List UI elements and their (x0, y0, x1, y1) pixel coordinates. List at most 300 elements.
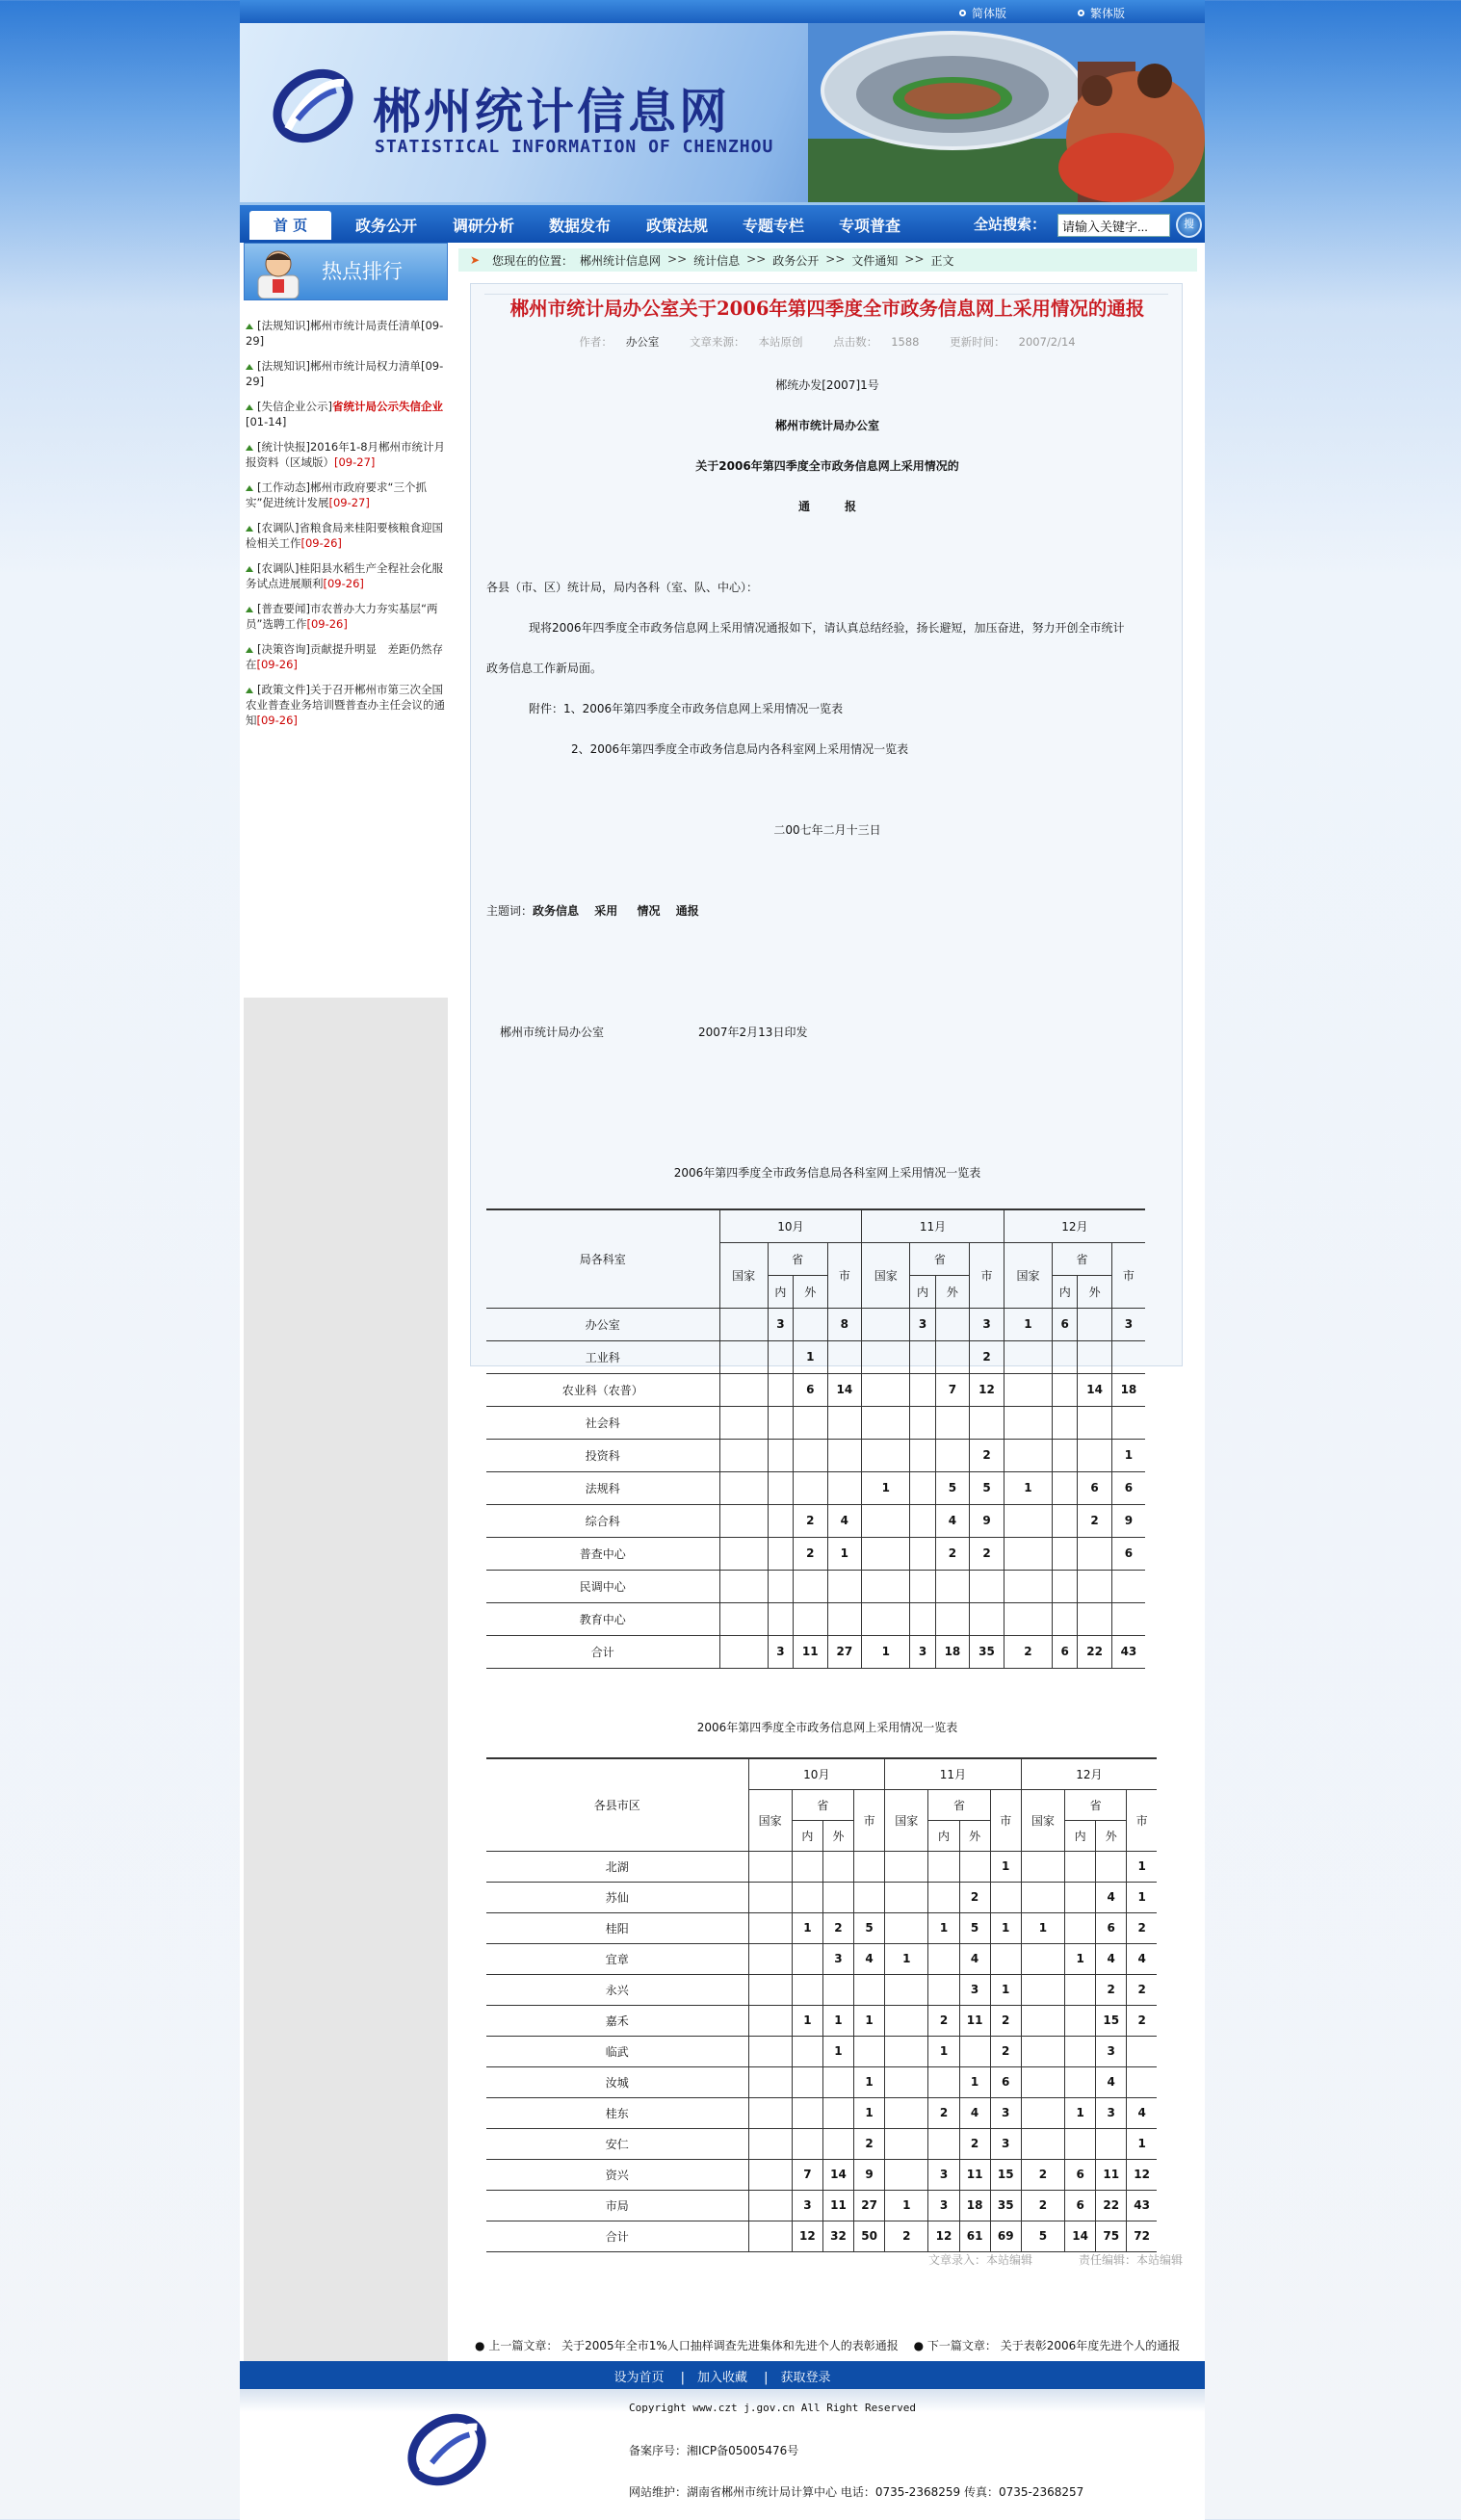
table-cell (970, 1570, 1004, 1602)
table-cell (793, 1471, 827, 1504)
month-header: 10月 (748, 1758, 885, 1789)
table-cell (792, 2128, 822, 2159)
table-cell (935, 1602, 970, 1635)
table-cell (792, 2066, 822, 2097)
row-label: 普查中心 (486, 1537, 719, 1570)
table-cell: 1 (862, 1635, 910, 1668)
list-item-date: [09-26] (306, 617, 348, 631)
list-item-title[interactable]: 省粮食局来桂阳要核粮食迎国检相关工作 (246, 521, 443, 550)
table-row (486, 1537, 1145, 1570)
table-cell: 1 (1127, 1851, 1157, 1882)
table-cell (748, 2190, 792, 2221)
row-label: 工业科 (486, 1340, 719, 1373)
breadcrumb-item[interactable]: 文件通知 (851, 254, 899, 268)
table-row (486, 1912, 1157, 1943)
list-item[interactable] (244, 437, 448, 475)
doc-print-org: 郴州市统计局办公室 (500, 1026, 605, 1039)
table-row (486, 2036, 1157, 2066)
row-label: 资兴 (486, 2159, 748, 2190)
table-cell (792, 1882, 822, 1912)
table-cell: 3 (990, 2097, 1021, 2128)
table-cell (1111, 1602, 1145, 1635)
table-cell: 2 (1078, 1504, 1112, 1537)
bullet-icon (246, 485, 253, 491)
table-cell: 50 (854, 2221, 885, 2251)
table-cell (1096, 2128, 1127, 2159)
list-item-date: [09-27] (328, 496, 370, 509)
table-cell (885, 2005, 928, 2036)
search-label: 全站搜索： (974, 216, 1047, 233)
table-cell: 2 (1096, 1974, 1127, 2005)
table-cell (827, 1602, 862, 1635)
table-row (486, 2221, 1157, 2251)
table-cell (768, 1602, 793, 1635)
table-cell (793, 1406, 827, 1439)
list-item[interactable] (244, 559, 448, 596)
table-cell (885, 2036, 928, 2066)
list-item[interactable] (244, 639, 448, 677)
table-cell: 2 (928, 2097, 959, 2128)
row-label: 民调中心 (486, 1570, 719, 1602)
table-row (486, 2128, 1157, 2159)
table-cell (935, 1406, 970, 1439)
nav-item-special-topics[interactable]: 专题专栏 (743, 217, 805, 235)
table-cell (1004, 1537, 1052, 1570)
table-cell (1004, 1602, 1052, 1635)
outer-header: 外 (959, 1820, 990, 1851)
table-cell (768, 1570, 793, 1602)
province-header: 省 (792, 1789, 853, 1820)
search-button[interactable]: 搜 (1176, 212, 1202, 238)
list-item-title[interactable]: 市农普办大力夯实基层“两员”选聘工作 (246, 602, 438, 631)
province-header: 省 (768, 1242, 827, 1275)
breadcrumb-item[interactable]: 统计信息 (693, 254, 741, 268)
table-cell: 6 (1078, 1471, 1112, 1504)
breadcrumb-item[interactable]: 郴州统计信息网 (580, 254, 662, 268)
table-cell (928, 1974, 959, 2005)
bullet-icon (246, 364, 253, 370)
list-item-date: [01-14] (246, 415, 287, 429)
editor-line (470, 2251, 1183, 2268)
table-cell (822, 2066, 853, 2097)
list-item-category: [统计快报] (257, 440, 310, 454)
table-cell: 11 (959, 2005, 990, 2036)
table-cell: 2 (793, 1537, 827, 1570)
table-cell (1053, 1504, 1078, 1537)
table-row (486, 1974, 1157, 2005)
table-cell (1004, 1340, 1052, 1373)
table-cell: 1 (793, 1340, 827, 1373)
table-cell: 27 (827, 1635, 862, 1668)
table-cell (793, 1439, 827, 1471)
table-cell (1127, 2066, 1157, 2097)
login-link[interactable]: 获取登录 (780, 2371, 831, 2385)
table-cell: 3 (768, 1308, 793, 1340)
table-cell: 69 (990, 2221, 1021, 2251)
table-cell (768, 1439, 793, 1471)
table-cell (1053, 1570, 1078, 1602)
table-cell: 4 (827, 1504, 862, 1537)
bullet-icon (246, 445, 253, 451)
table-cell (827, 1406, 862, 1439)
nav-item-policy[interactable]: 政策法规 (646, 217, 709, 235)
list-item[interactable] (244, 356, 448, 394)
bullet-icon: ● (475, 2339, 485, 2352)
list-item-date: [09-26] (256, 714, 298, 727)
list-item-title[interactable]: 郴州市政府要求“三个抓实”促进统计发展 (246, 481, 427, 509)
table-row (486, 1943, 1157, 1974)
table-cell (1021, 2128, 1064, 2159)
table-cell: 6 (1065, 2159, 1096, 2190)
row-label: 投资科 (486, 1439, 719, 1471)
table-cell (885, 1882, 928, 1912)
province-header: 省 (1053, 1242, 1112, 1275)
article-panel (470, 283, 1183, 2244)
row-label: 苏仙 (486, 1882, 748, 1912)
source-value: 本站原创 (758, 335, 803, 349)
table-cell (719, 1406, 768, 1439)
table-cell: 6 (990, 2066, 1021, 2097)
table-cell (748, 2128, 792, 2159)
table-cell (1004, 1406, 1052, 1439)
table-cell: 72 (1127, 2221, 1157, 2251)
table-cell: 18 (959, 2190, 990, 2221)
table-cell (928, 1851, 959, 1882)
row-label: 合计 (486, 1635, 719, 1668)
national-header: 国家 (1021, 1789, 1064, 1851)
table-cell: 4 (1096, 1882, 1127, 1912)
table-cell (748, 2097, 792, 2128)
add-favorite-link[interactable]: 加入收藏 (696, 2371, 747, 2385)
table-cell (1053, 1602, 1078, 1635)
sidebar-filler (244, 998, 448, 2520)
table-cell (719, 1340, 768, 1373)
province-header: 省 (910, 1242, 970, 1275)
list-item-title[interactable]: 2016年1-8月郴州市统计月报资料（区域版） (246, 440, 446, 469)
table-cell (748, 1851, 792, 1882)
table-row (486, 2066, 1157, 2097)
row-label: 教育中心 (486, 1602, 719, 1635)
breadcrumb-item[interactable]: 政务公开 (772, 254, 820, 268)
breadcrumb-item: 正文 (930, 254, 954, 268)
national-header: 国家 (885, 1789, 928, 1851)
table-cell (990, 1943, 1021, 1974)
doc-keywords (486, 902, 699, 919)
bullet-icon (246, 566, 253, 572)
table-cell: 3 (768, 1635, 793, 1668)
table-cell: 1 (959, 2066, 990, 2097)
copyright: Copyright www.czt j.gov.cn All Right Reserved (629, 2402, 917, 2414)
month-header: 11月 (862, 1209, 1004, 1242)
table-row (486, 1851, 1157, 1882)
table-cell (748, 2005, 792, 2036)
table-cell (862, 1570, 910, 1602)
table-row (486, 1308, 1145, 1340)
bullet-icon (959, 10, 966, 16)
table-cell (1096, 1851, 1127, 1882)
list-item-title[interactable]: 桂阳县水稻生产全程社会化服务试点进展顺利 (246, 561, 443, 590)
table-cell (748, 2159, 792, 2190)
table-cell: 4 (1127, 1943, 1157, 1974)
row-label: 安仁 (486, 2128, 748, 2159)
table-cell (827, 1471, 862, 1504)
inner-header: 内 (792, 1820, 822, 1851)
nav-item-research[interactable]: 调研分析 (453, 217, 515, 235)
table-cell (928, 2066, 959, 2097)
table-cell: 32 (822, 2221, 853, 2251)
footer (240, 2389, 1205, 2520)
table-cell (885, 1851, 928, 1882)
footer-logo-icon (404, 2406, 490, 2493)
list-item[interactable] (244, 478, 448, 515)
table-cell (719, 1635, 768, 1668)
table-cell: 2 (935, 1537, 970, 1570)
outer-header: 外 (1078, 1275, 1112, 1308)
table-cell (885, 1974, 928, 2005)
table-cell: 11 (822, 2190, 853, 2221)
table-cell: 1 (1111, 1439, 1145, 1471)
table-row (486, 2159, 1157, 2190)
table-cell: 14 (1065, 2221, 1096, 2251)
doc-number: 郴统办发[2007]1号 (775, 378, 879, 392)
row-label: 永兴 (486, 1974, 748, 2005)
table-cell (910, 1373, 935, 1406)
table-cell (1078, 1406, 1112, 1439)
breadcrumb-separator: >> (667, 252, 688, 266)
nav-item-data-release[interactable]: 数据发布 (549, 217, 612, 235)
list-item[interactable] (244, 316, 448, 353)
table-cell (854, 1974, 885, 2005)
inner-header: 内 (910, 1275, 935, 1308)
table-cell (768, 1504, 793, 1537)
prev-next-nav (475, 2337, 1207, 2353)
list-item-title[interactable]: 贡献提升明显 差距仍然存在 (246, 642, 443, 671)
list-item-title[interactable]: 郴州市统计局权力清单 (309, 359, 421, 373)
breadcrumb (458, 248, 1197, 272)
doc-body-2: 政务信息工作新局面。 (486, 662, 603, 675)
table-cell: 1 (990, 1974, 1021, 2005)
table-row (486, 1504, 1145, 1537)
city-header: 市 (990, 1789, 1021, 1851)
table-cell: 6 (1111, 1471, 1145, 1504)
top-bar (240, 0, 1205, 23)
outer-header: 外 (935, 1275, 970, 1308)
table-cell: 22 (1078, 1635, 1112, 1668)
nav-item-home[interactable]: 首 页 (249, 211, 331, 240)
set-homepage-link[interactable]: 设为首页 (613, 2371, 665, 2385)
search-input[interactable] (1057, 214, 1170, 237)
table-cell: 2 (885, 2221, 928, 2251)
table-cell (1065, 1882, 1096, 1912)
table-cell: 75 (1096, 2221, 1127, 2251)
next-article-link[interactable]: 关于表彰2006年度先进个人的通报 (1000, 2339, 1181, 2352)
outer-header: 外 (793, 1275, 827, 1308)
table-cell: 3 (928, 2159, 959, 2190)
table-cell: 5 (854, 1912, 885, 1943)
row-label: 综合科 (486, 1504, 719, 1537)
table-cell: 2 (970, 1439, 1004, 1471)
province-header: 省 (1065, 1789, 1127, 1820)
author-label: 作者： (579, 335, 613, 349)
list-item[interactable] (244, 599, 448, 636)
table-cell (768, 1406, 793, 1439)
table-cell: 11 (1096, 2159, 1127, 2190)
table-cell: 1 (885, 2190, 928, 2221)
table-cell: 2 (1127, 1974, 1157, 2005)
table-cell: 18 (935, 1635, 970, 1668)
table-row (486, 1882, 1157, 1912)
bullet-icon: ● (913, 2339, 925, 2352)
list-item[interactable] (244, 680, 448, 733)
list-item-category: [工作动态] (257, 481, 310, 494)
list-item-category: [农调队] (257, 561, 300, 575)
table-cell (1004, 1373, 1052, 1406)
table-cell (768, 1340, 793, 1373)
hot-list (244, 316, 448, 998)
row-label: 北湖 (486, 1851, 748, 1882)
table-cell (935, 1340, 970, 1373)
table-cell (1021, 2005, 1064, 2036)
row-label: 嘉禾 (486, 2005, 748, 2036)
table-cell (910, 1602, 935, 1635)
list-item-date: [09-26] (300, 536, 342, 550)
table-cell (748, 2221, 792, 2251)
table-cell: 1 (1021, 1912, 1064, 1943)
table-cell: 1 (854, 2066, 885, 2097)
table-cell: 14 (1078, 1373, 1112, 1406)
table-cell (885, 2159, 928, 2190)
list-item-date: [09-29] (246, 319, 444, 348)
list-item-category: [农调队] (257, 521, 300, 534)
table-cell: 3 (910, 1635, 935, 1668)
table-cell (748, 1912, 792, 1943)
table-cell (1078, 1340, 1112, 1373)
table-cell: 5 (1021, 2221, 1064, 2251)
table-cell (792, 1974, 822, 2005)
hits-value: 1588 (891, 335, 920, 349)
bullet-icon (246, 526, 253, 532)
table-cell (1078, 1537, 1112, 1570)
simplified-link[interactable] (959, 5, 1006, 21)
bullet-icon (246, 324, 253, 329)
table-row (486, 2005, 1157, 2036)
hits-label: 点击数： (833, 335, 878, 349)
table-cell (1111, 1406, 1145, 1439)
table-cell: 12 (792, 2221, 822, 2251)
table-cell: 2 (1127, 2005, 1157, 2036)
table-cell: 3 (1096, 2097, 1127, 2128)
hot-ranking-header (244, 243, 448, 300)
table-cell: 9 (1111, 1504, 1145, 1537)
city-header: 市 (827, 1242, 862, 1308)
list-item-category: [失信企业公示] (257, 400, 332, 413)
table-cell: 6 (1053, 1308, 1078, 1340)
table-cell: 2 (1004, 1635, 1052, 1668)
row-label: 宜章 (486, 1943, 748, 1974)
table-cell (1021, 1851, 1064, 1882)
list-item-title[interactable]: 郴州市统计局责任清单 (309, 319, 421, 332)
table-cell (928, 1882, 959, 1912)
table-cell: 3 (822, 1943, 853, 1974)
table-cell (959, 2036, 990, 2066)
doc-attachment-2: 2、2006年第四季度全市政务信息局内各科室网上采用情况一览表 (571, 742, 909, 756)
list-item-title[interactable]: 关于召开郴州市第三次全国农业普查业务培训暨普查办主任会议的通知 (246, 683, 445, 727)
table-row (486, 1471, 1145, 1504)
table-cell (1111, 1340, 1145, 1373)
table-cell (1053, 1373, 1078, 1406)
month-header: 12月 (1021, 1758, 1157, 1789)
editor-responsible: 责任编辑：本站编辑 (1078, 2253, 1183, 2267)
table-cell: 9 (970, 1504, 1004, 1537)
keywords-label: 主题词： (486, 904, 534, 918)
month-header: 11月 (885, 1758, 1022, 1789)
table-cell (854, 1851, 885, 1882)
breadcrumb-separator: >> (904, 252, 925, 266)
table-cell: 3 (1111, 1308, 1145, 1340)
table-cell (1065, 2128, 1096, 2159)
bullet-icon (246, 404, 253, 410)
table-cell: 5 (935, 1471, 970, 1504)
row-header: 局各科室 (486, 1209, 719, 1308)
table-cell (862, 1504, 910, 1537)
traditional-link[interactable] (1078, 5, 1125, 21)
table-cell: 1 (990, 1912, 1021, 1943)
table-cell (792, 1851, 822, 1882)
row-header: 各县市区 (486, 1758, 748, 1851)
table-cell: 2 (970, 1340, 1004, 1373)
list-item[interactable] (244, 397, 448, 434)
table-cell (910, 1406, 935, 1439)
table-cell (862, 1406, 910, 1439)
city-header: 市 (970, 1242, 1004, 1308)
table-cell: 15 (1096, 2005, 1127, 2036)
table-cell (910, 1570, 935, 1602)
table-cell (959, 1851, 990, 1882)
article-title: 郴州市统计局办公室关于2006年第四季度全市政务信息网上采用情况的通报 (509, 298, 1145, 320)
table-cell: 2 (1127, 1912, 1157, 1943)
table-cell (1065, 2036, 1096, 2066)
table-cell (719, 1308, 768, 1340)
table-cell (910, 1439, 935, 1471)
list-item-date: [09-27] (334, 455, 376, 469)
table-cell: 1 (792, 1912, 822, 1943)
county-table (486, 1757, 1157, 2252)
table-cell (910, 1340, 935, 1373)
table-cell: 5 (970, 1471, 1004, 1504)
table-cell (970, 1602, 1004, 1635)
table-cell: 2 (990, 2036, 1021, 2066)
list-item[interactable] (244, 518, 448, 556)
nav-item-census[interactable]: 专项普查 (839, 217, 901, 235)
table-cell (910, 1471, 935, 1504)
table-cell: 1 (928, 2036, 959, 2066)
table-row (486, 1340, 1145, 1373)
row-label: 市局 (486, 2190, 748, 2221)
table-cell: 2 (1021, 2190, 1064, 2221)
table-cell (1065, 2066, 1096, 2097)
table-cell (990, 1882, 1021, 1912)
table-cell (885, 1912, 928, 1943)
table-cell (1065, 2005, 1096, 2036)
prev-article-link[interactable]: 关于2005年全市1%人口抽样调查先进集体和先进个人的表彰通报 (561, 2339, 899, 2352)
table-cell (748, 1882, 792, 1912)
nav-item-gov-affairs[interactable]: 政务公开 (355, 217, 418, 235)
list-item-title[interactable]: 省统计局公示失信企业 (331, 400, 443, 413)
person-icon (256, 247, 300, 299)
doc-kind: 通 报 (797, 500, 856, 513)
icp-number: 备案序号：湘ICP备05005476号 (629, 2444, 799, 2457)
table-cell: 14 (822, 2159, 853, 2190)
